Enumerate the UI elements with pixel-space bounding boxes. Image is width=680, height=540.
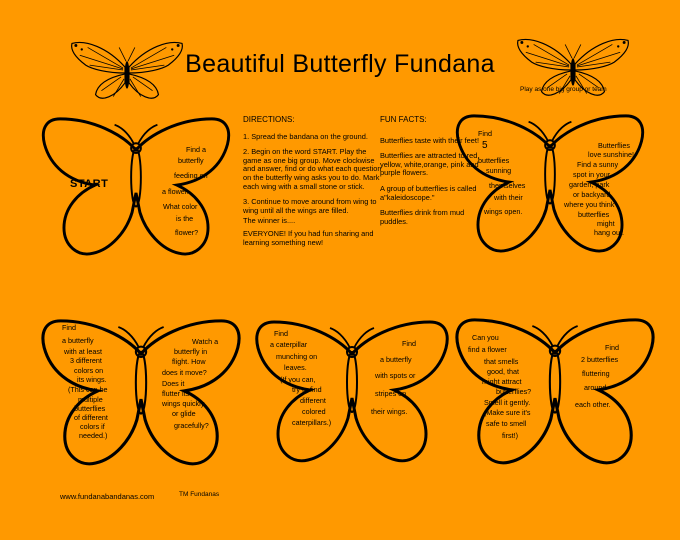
wing-text-line: first!) [502,431,518,440]
wing-text-line: find a flower [468,345,507,354]
wing-text-line: butterfly [178,156,204,165]
wing-text-line: a flower. [162,187,189,196]
wing-text-line: with at least [64,347,102,356]
wing-text-line: 3 different [70,356,102,365]
footer-url: www.fundanabandanas.com [60,492,155,501]
wing-text-line: or glide [172,409,196,418]
winner-line: The winner is.... [243,216,296,226]
wing-text-line: Watch a [192,337,219,346]
wing-text-line: Find [62,323,76,332]
wing-text-line: (This can be [68,385,108,394]
wing-text-line: leaves. [284,363,307,372]
wing-text-line: (Make sure it's [484,408,531,417]
wing-text-line: with their [494,193,523,202]
wing-text-line: Smell it gently. [484,398,531,407]
page-title: Beautiful Butterfly Fundana [185,50,495,78]
wing-text-line: Find a sunny [577,160,619,169]
wing-text-line: each other. [575,400,611,409]
wing-text-line: wings open. [484,207,523,216]
wing-text-line: Find a [186,145,206,154]
wing-text-line: butterflies? [496,387,532,396]
wing-text-line: Find [605,343,619,352]
wing-text-line: Find [402,339,416,348]
wing-text-line: a butterfly [62,336,94,345]
wing-text-line: of different [74,413,108,422]
wing-text-line: try to find [292,385,322,394]
wing-text-line: 5 [482,140,488,151]
wing-text-line: wings quickly, [162,399,206,408]
fun-fact: Butterflies drink from mud puddles. [380,208,465,226]
wing-text-line: Does it [162,379,185,388]
butterfly-outline-1 [38,115,234,261]
wing-text-line: sunning [486,166,512,175]
wing-text-line: that smells [484,357,519,366]
wing-text-line: Find [478,129,492,138]
wing-text-line: 2 butterflies [581,355,619,364]
direction-step: 2. Begin on the word START. Play the game as one big group. Move clockwise and answer, find or do what each question on the butterfly wing asks you to do. Mark each wing with a small stone or stick. [243,147,382,191]
wing-text-line: multiple [78,395,103,404]
wing-text-line: good, that [487,367,519,376]
wing-text-line: flower? [175,228,199,237]
wing-text-line: their wings. [371,407,408,416]
wing-text-line: fluttering [582,369,610,378]
fun-fact: Butterflies taste with their feet! [380,135,479,145]
fun-fact: Butterflies are attracted to red, yellow, white,orange, pink and purple flowers. [380,151,480,178]
wing-text-line: a butterfly [380,355,412,364]
wing-text-line: (If you can, [280,375,316,384]
wing-text-line: flight. How [172,357,206,366]
wing-text-line: themselves [489,181,526,190]
page-subtitle: Play as one big group or team [520,86,607,93]
directions-section [243,116,383,254]
wing-text-line: different [300,396,326,405]
fun-facts-section [380,116,480,233]
wing-text-line: caterpillars.) [292,418,332,427]
wing-text-line: Can you [472,333,499,342]
wing-text-line: does it move? [162,368,207,377]
wing-text-line: hang out. [594,228,624,237]
wing-text-line: might attract [482,377,522,386]
directions-heading: DIRECTIONS: [243,115,295,124]
wing-text-line: butterflies [74,404,106,413]
wing-text-line: is the [176,214,194,223]
wing-text-line: butterflies [478,156,510,165]
wing-text-line: its wings. [77,375,107,384]
direction-step: 3. Continue to move around from wing to wing until all the wings are filled. [243,197,377,215]
start-label: START [70,178,109,190]
wing-text-line: feeding on [174,171,208,180]
wing-text-line: stripes on [375,389,407,398]
wing-text-line: spot in your [573,170,611,179]
direction-step: 1. Spread the bandana on the ground. [243,131,368,141]
wing-text-line: butterflies [578,210,610,219]
directions-ending: EVERYONE! If you had fun sharing and learning something new! [243,228,374,247]
wing-text-line: around [584,383,607,392]
wing-text-line: might [597,219,615,228]
wing-text-line: What color [163,202,198,211]
wing-text-line: flutter its [162,389,190,398]
wing-text-line: gracefully? [174,421,209,430]
wing-text-line: munching on [276,352,318,361]
fun-facts-heading: FUN FACTS: [380,115,427,124]
wing-text-line: with spots or [375,371,416,380]
wing-text-line: Butterflies [598,141,630,150]
wing-text-line: garden, park [569,180,610,189]
wing-text-line: needed.) [79,431,108,440]
wing-text-line: where you think [564,200,615,209]
wing-text-line: a caterpillar [270,340,308,349]
wing-text-line: love sunshine! [588,150,634,159]
wing-text-line: Find [274,329,288,338]
footer-trademark: TM Fundanas [179,491,220,498]
wing-text-line: butterfly in [174,347,208,356]
wing-text-line: colors on [74,366,104,375]
fun-fact: A group of butterflies is called a"kaleidoscope." [380,183,477,202]
wing-text-line: colored [302,407,326,416]
wing-text-line: or backyard [573,190,611,199]
wing-text-line: safe to smell [486,419,527,428]
wing-text-line: colors if [80,422,105,431]
